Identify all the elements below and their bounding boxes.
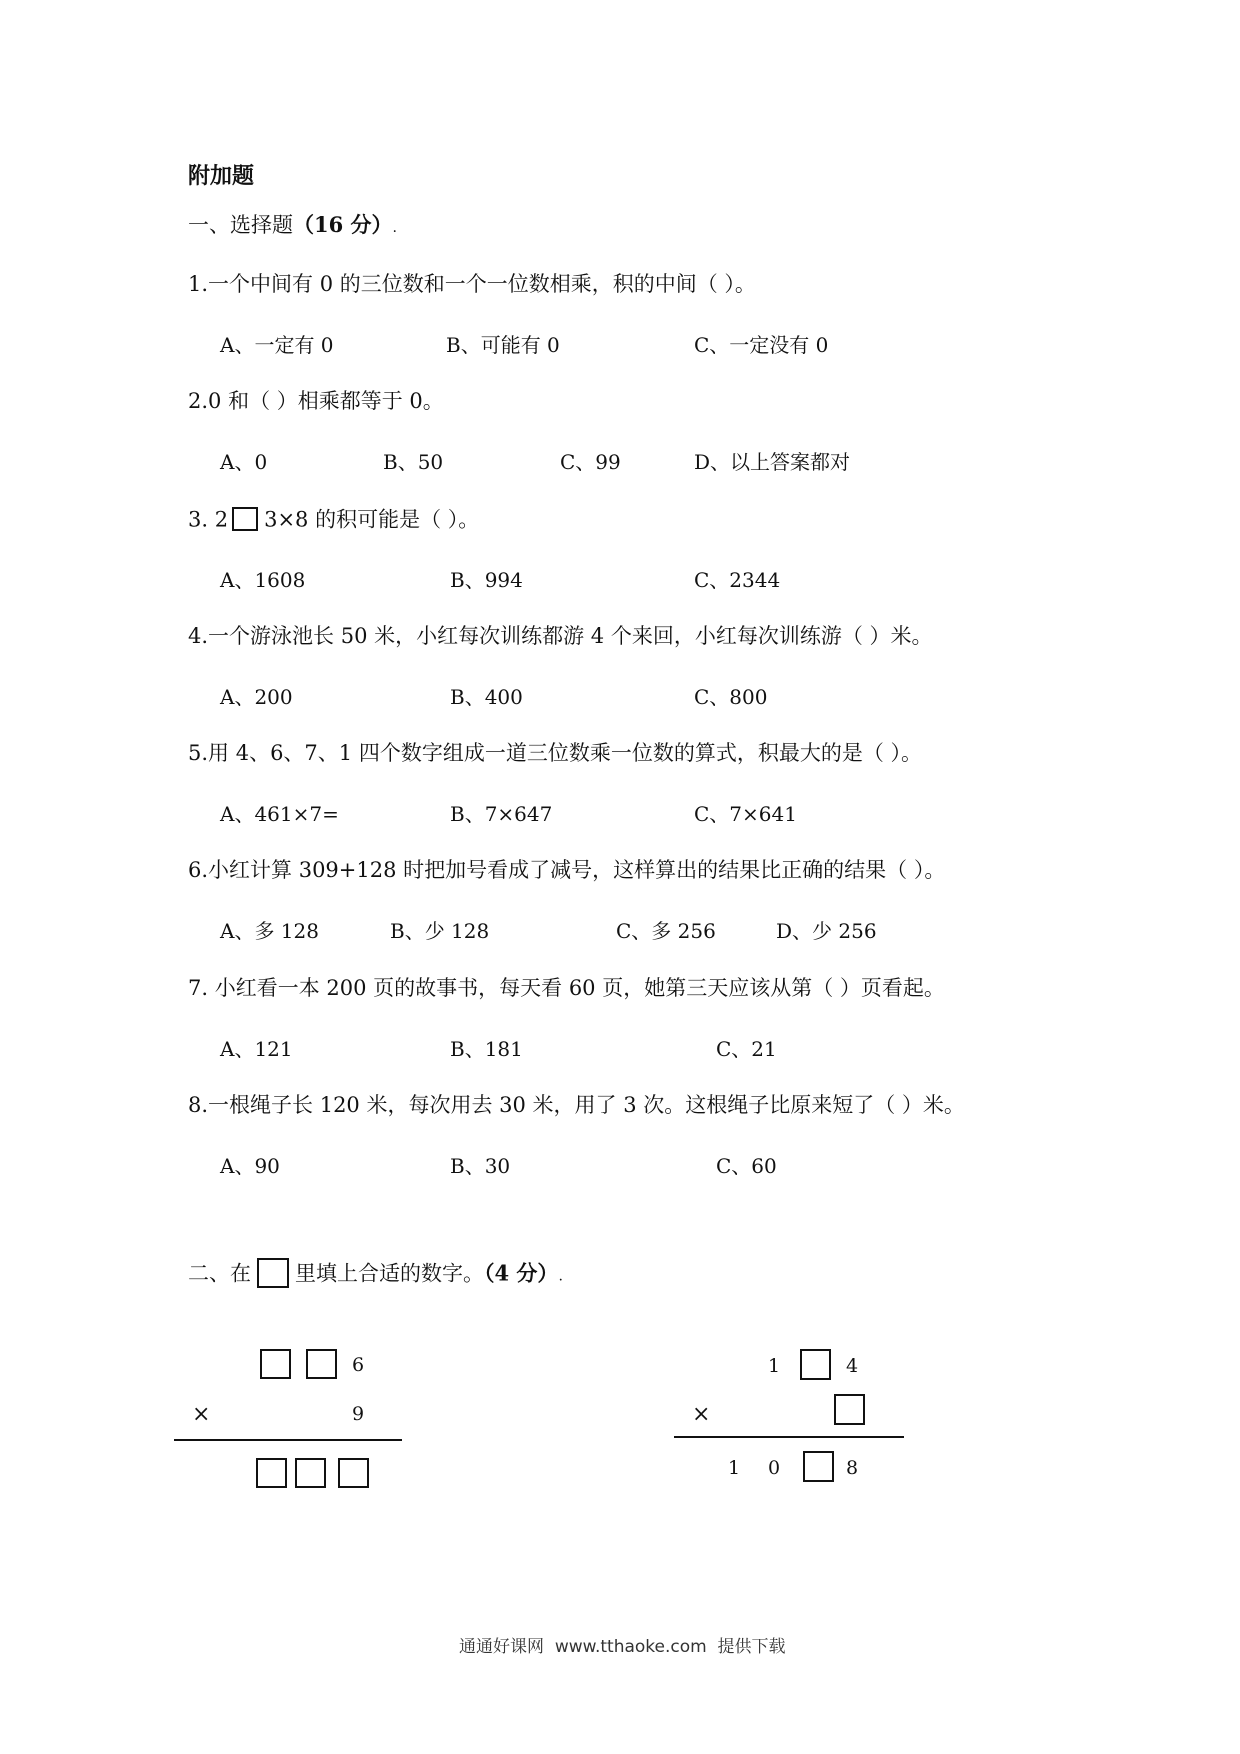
question-7-option-a: A、121 <box>220 1037 293 1061</box>
section1-heading <box>188 214 397 236</box>
question-4-option-b: B、400 <box>450 685 523 709</box>
puzzle-right-result-digit-2: 0 <box>768 1457 781 1479</box>
question-4: 4.一个游泳池长 50 米，小红每次训练都游 4 个来回，小红每次训练游（ ）米。 <box>188 624 933 648</box>
puzzle-left-result-box-3 <box>338 1458 369 1488</box>
puzzle-left-multiply-sign: × <box>192 1402 211 1427</box>
question-5-option-b: B、7×647 <box>450 802 553 826</box>
question-3-digit-box <box>232 507 258 531</box>
section2-heading-box <box>257 1258 289 1288</box>
question-2-option-b: B、50 <box>383 450 444 474</box>
question-3-suffix: 3×8 的积可能是（ ）。 <box>264 507 480 532</box>
puzzle-left-result-box-2 <box>295 1458 326 1488</box>
section1-heading-dot: . <box>392 220 397 236</box>
section2-heading-middle: 里填上合适的数字。 <box>295 1261 484 1286</box>
question-3-option-c: C、2344 <box>694 568 781 592</box>
footer <box>459 1639 786 1656</box>
question-8-option-a: A、90 <box>220 1154 280 1178</box>
question-7-option-b: B、181 <box>450 1037 523 1061</box>
puzzle-left-top-box-1 <box>260 1349 291 1379</box>
question-7: 7. 小红看一本 200 页的故事书，每天看 60 页，她第三天应该从第（ ）页看起。 <box>188 976 945 1000</box>
footer-site-name: 通通好课网 <box>459 1637 544 1657</box>
question-6: 6.小红计算 309+128 时把加号看成了减号，这样算出的结果比正确的结果（ ）。 <box>188 858 946 882</box>
puzzle-right-result-box <box>803 1451 834 1482</box>
puzzle-left-result-box-1 <box>256 1458 287 1488</box>
footer-gap-1 <box>544 1637 555 1657</box>
section1-heading-label: 一、选择题 <box>188 213 293 237</box>
puzzle-left-multiplier: 9 <box>352 1403 365 1425</box>
question-6-option-d: D、少 256 <box>776 919 877 943</box>
puzzle-right-rule <box>674 1436 904 1438</box>
question-1-option-c: C、一定没有 0 <box>694 333 829 357</box>
question-4-option-a: A、200 <box>220 685 293 709</box>
section1-points: （16 分） <box>293 212 393 237</box>
footer-download: 提供下载 <box>717 1637 786 1657</box>
question-2-option-a: A、0 <box>220 450 268 474</box>
footer-url[interactable]: www.tthaoke.com <box>554 1637 707 1657</box>
puzzle-left-rule <box>174 1439 402 1441</box>
section2-heading-prefix: 二、在 <box>188 1261 251 1286</box>
puzzle-right-multiply-sign: × <box>692 1402 711 1427</box>
question-8-option-b: B、30 <box>450 1154 511 1178</box>
puzzle-right-result-digit-1: 1 <box>728 1457 741 1479</box>
question-2-option-c: C、99 <box>560 450 621 474</box>
puzzle-left-top-box-2 <box>306 1349 337 1379</box>
question-8-option-c: C、60 <box>716 1154 777 1178</box>
question-8: 8.一根绳子长 120 米，每次用去 30 米，用了 3 次。这根绳子比原来短了（ ）米。 <box>188 1093 965 1117</box>
question-1-option-b: B、可能有 0 <box>446 333 560 357</box>
page-title: 附加题 <box>188 163 255 189</box>
question-7-option-c: C、21 <box>716 1037 777 1061</box>
footer-gap-2 <box>707 1637 718 1657</box>
question-2-option-d: D、以上答案都对 <box>694 450 851 474</box>
question-5-option-a: A、461×7= <box>220 802 339 826</box>
question-6-option-a: A、多 128 <box>220 919 319 943</box>
question-5-option-c: C、7×641 <box>694 802 797 826</box>
puzzle-left-top-digit: 6 <box>352 1354 365 1376</box>
section2-heading-dot: . <box>558 1268 563 1285</box>
question-3 <box>188 509 479 533</box>
section2-heading <box>188 1260 563 1290</box>
puzzle-right-result-digit-4: 8 <box>846 1457 859 1479</box>
puzzle-right-top-digit-1: 1 <box>768 1355 781 1377</box>
puzzle-right-multiplier-box <box>834 1394 865 1425</box>
question-3-option-b: B、994 <box>450 568 523 592</box>
question-3-prefix: 3. 2 <box>188 507 229 532</box>
question-1-option-a: A、一定有 0 <box>220 333 334 357</box>
question-6-option-b: B、少 128 <box>390 919 490 943</box>
question-3-option-a: A、1608 <box>220 568 306 592</box>
question-6-option-c: C、多 256 <box>616 919 716 943</box>
question-1: 1.一个中间有 0 的三位数和一个一位数相乘，积的中间（ ）。 <box>188 272 756 296</box>
question-2: 2.0 和（ ）相乘都等于 0。 <box>188 389 444 413</box>
section2-points: （4 分） <box>484 1260 559 1286</box>
question-4-option-c: C、800 <box>694 685 768 709</box>
question-5: 5.用 4、6、7、1 四个数字组成一道三位数乘一位数的算式，积最大的是（ ）。 <box>188 741 923 765</box>
puzzle-right-top-digit-3: 4 <box>846 1355 859 1377</box>
puzzle-right-top-box <box>800 1349 831 1380</box>
